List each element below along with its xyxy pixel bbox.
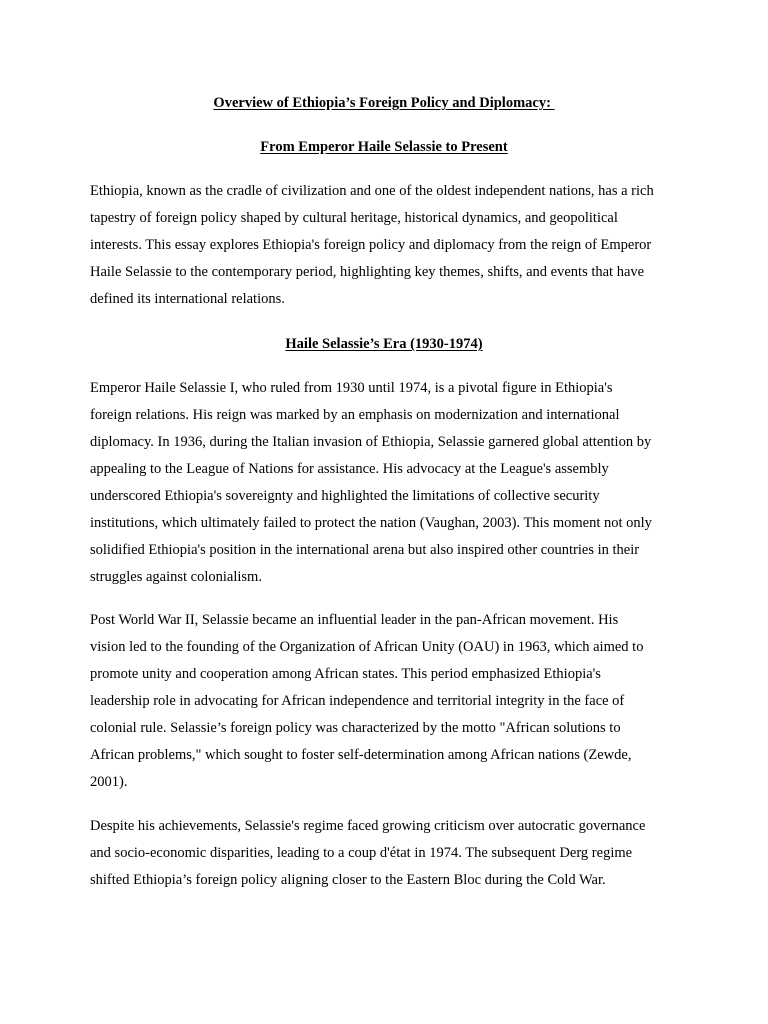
text-line: Despite his achievements, Selassie's regime faced growing criticism over autocratic governance [90, 818, 646, 834]
text-line: defined its international relations. [90, 291, 285, 307]
section-heading: Haile Selassie’s Era (1930-1974) [285, 336, 483, 352]
text-line: vision led to the founding of the Organization of African Unity (OAU) in 1963, which aimed to [90, 639, 644, 655]
text-line: Ethiopia, known as the cradle of civilization and one of the oldest independent nations, has a rich [90, 183, 654, 199]
intro-paragraph [90, 178, 680, 313]
text-line: promote unity and cooperation among African states. This period emphasized Ethiopia's [90, 666, 601, 682]
text-line: struggles against colonialism. [90, 569, 262, 585]
text-line: solidified Ethiopia's position in the international arena but also inspired other countries in their [90, 542, 640, 558]
text-line: and socio-economic disparities, leading to a coup d'état in 1974. The subsequent Derg regime [90, 845, 633, 861]
text-line: leadership role in advocating for African independence and territorial integrity in the face of [90, 693, 625, 709]
text-line: underscored Ethiopia's sovereignty and highlighted the limitations of collective security [90, 488, 600, 504]
text-line: shifted Ethiopia’s foreign policy aligning closer to the Eastern Bloc during the Cold War. [90, 872, 606, 888]
text-line: foreign relations. His reign was marked by an emphasis on modernization and international [90, 407, 620, 423]
document-title: Overview of Ethiopia’s Foreign Policy and Diplomacy: [213, 95, 555, 111]
document-subtitle: From Emperor Haile Selassie to Present [260, 139, 508, 155]
text-line: Emperor Haile Selassie I, who ruled from 1930 until 1974, is a pivotal figure in Ethiopia's [90, 380, 613, 396]
text-line: institutions, which ultimately failed to protect the nation (Vaughan, 2003). This moment not only [90, 515, 652, 531]
text-line: interests. This essay explores Ethiopia's foreign policy and diplomacy from the reign of Emperor [90, 237, 652, 253]
text-line: Haile Selassie to the contemporary period, highlighting key themes, shifts, and events that have [90, 264, 645, 280]
body-paragraph-1 [90, 375, 680, 591]
text-line: Post World War II, Selassie became an influential leader in the pan-African movement. His [90, 612, 619, 628]
body-paragraph-3 [90, 813, 680, 894]
text-line: 2001). [90, 774, 128, 790]
text-line: diplomacy. In 1936, during the Italian invasion of Ethiopia, Selassie garnered global attention by [90, 434, 652, 450]
text-line: tapestry of foreign policy shaped by cultural heritage, historical dynamics, and geopolitical [90, 210, 618, 226]
text-line: African problems," which sought to foster self-determination among African nations (Zewde, [90, 747, 632, 763]
text-line: colonial rule. Selassie’s foreign policy was characterized by the motto "African solutions to [90, 720, 621, 736]
text-line: appealing to the League of Nations for assistance. His advocacy at the League's assembly [90, 461, 609, 477]
body-paragraph-2 [90, 607, 680, 796]
